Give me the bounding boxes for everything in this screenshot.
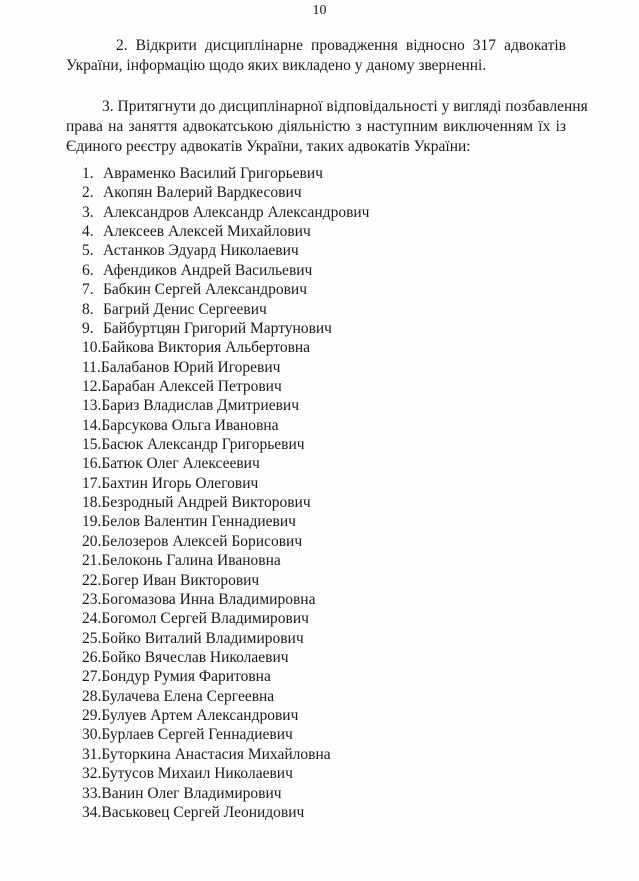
list-item-number: 10. — [82, 339, 102, 357]
list-item-number: 31. — [82, 745, 102, 763]
list-item-number: 2. — [82, 184, 94, 202]
list-item-number: 34. — [82, 803, 102, 821]
list-item-name: Алексеев Алексей Михайлович — [103, 223, 311, 241]
list-item — [82, 706, 369, 725]
list-item-number: 11. — [82, 358, 101, 376]
list-item-number: 12. — [82, 377, 102, 395]
paragraph-3-line: права на заняття адвокатською діяльністю з наступним виключенням їх із — [66, 118, 566, 135]
list-item — [82, 280, 369, 299]
list-item-name: Барабан Алексей Петрович — [101, 377, 282, 395]
list-item — [82, 551, 369, 570]
list-item-number: 8. — [82, 300, 94, 318]
list-item-number: 23. — [82, 590, 102, 608]
list-item — [82, 474, 369, 493]
list-item-number: 24. — [82, 610, 102, 628]
list-item — [82, 358, 369, 377]
list-item-number: 27. — [82, 668, 102, 686]
paragraph-2-line: 2. Відкрити дисциплінарне провадження відносно 317 адвокатів — [116, 37, 566, 54]
list-item-number: 4. — [82, 223, 94, 241]
list-item-number: 16. — [82, 455, 102, 473]
list-item-number: 13. — [82, 397, 102, 415]
list-item-number: 5. — [82, 242, 94, 260]
list-item-name: Богомазова Инна Владимировна — [101, 590, 316, 608]
list-item-name: Белозеров Алексей Борисович — [101, 532, 303, 550]
list-item-name: Александров Александр Александрович — [103, 203, 370, 221]
list-item-number: 15. — [82, 436, 102, 454]
list-item-number: 9. — [82, 319, 94, 337]
list-item-name: Богомол Сергей Владимирович — [101, 610, 309, 628]
list-item — [82, 241, 369, 260]
list-item — [82, 803, 369, 822]
list-item — [82, 629, 369, 648]
list-item — [82, 571, 369, 590]
list-item-number: 7. — [82, 281, 94, 299]
list-item-name: Бабкин Сергей Александрович — [103, 281, 308, 299]
list-item-name: Бондур Румия Фаритовна — [101, 668, 271, 686]
list-item — [82, 338, 369, 357]
list-item-number: 30. — [82, 726, 102, 744]
list-item-number: 6. — [82, 261, 94, 279]
list-item-name: Булуев Артем Александрович — [101, 707, 299, 725]
list-item — [82, 725, 369, 744]
list-item-number: 1. — [82, 165, 94, 182]
list-item — [82, 590, 369, 609]
list-item — [82, 183, 369, 202]
list-item-number: 22. — [82, 571, 102, 589]
list-item — [82, 261, 369, 280]
paragraph-3-line: Єдиного реєстру адвокатів України, таких адвокатів України: — [66, 138, 471, 155]
list-item — [82, 203, 369, 222]
list-item-name: Батюк Олег Алексеевич — [101, 455, 260, 473]
list-item-number: 17. — [82, 474, 102, 492]
list-item — [82, 222, 369, 241]
list-item — [82, 164, 369, 183]
list-item-number: 19. — [82, 513, 102, 531]
list-item-name: Бахтин Игорь Олегович — [101, 474, 259, 492]
paragraph-2 — [66, 36, 566, 76]
list-item — [82, 532, 369, 551]
list-item-name: Бутусов Михаил Николаевич — [101, 765, 293, 783]
paragraph-3-line: 3. Притягнути до дисциплінарної відповідальності у вигляді позбавлення — [102, 98, 588, 115]
paragraph-3 — [66, 97, 588, 157]
list-item-name: Акопян Валерий Вардкесович — [103, 184, 302, 202]
list-item — [82, 416, 369, 435]
list-item-name: Буторкина Анастасия Михайловна — [101, 745, 331, 763]
list-item — [82, 687, 369, 706]
list-item-name: Булачева Елена Сергеевна — [101, 687, 275, 705]
list-item — [82, 784, 369, 803]
list-item — [82, 745, 369, 764]
list-item-number: 25. — [82, 629, 102, 647]
page-number: 10 — [312, 3, 327, 18]
list-item — [82, 667, 369, 686]
list-item-name: Байкова Виктория Альбертовна — [101, 339, 311, 357]
list-item — [82, 435, 369, 454]
list-item-name: Бурлаев Сергей Геннадиевич — [101, 726, 293, 744]
paragraph-2-line: України, інформацію щодо яких викладено у даному зверненні. — [66, 57, 487, 74]
list-item-number: 33. — [82, 784, 102, 802]
list-item-number: 14. — [82, 416, 102, 434]
list-item — [82, 512, 369, 531]
list-item-name: Васьковец Сергей Леонидович — [101, 803, 305, 821]
list-item — [82, 609, 369, 628]
list-item-name: Ванин Олег Владимирович — [101, 784, 282, 802]
list-item-name: Басюк Александр Григорьевич — [101, 436, 305, 454]
list-item-name: Афендиков Андрей Васильевич — [103, 261, 313, 279]
list-item-name: Барсукова Ольга Ивановна — [101, 416, 279, 434]
list-item — [82, 648, 369, 667]
list-item-number: 28. — [82, 687, 102, 705]
list-item-number: 3. — [82, 203, 94, 221]
list-item-name: Авраменко Василий Григорьевич — [103, 165, 323, 182]
list-item-name: Бойко Вячеслав Николаевич — [101, 648, 289, 666]
list-item — [82, 319, 369, 338]
list-item-name: Астанков Эдуард Николаевич — [103, 242, 299, 260]
list-item-name: Бойко Виталий Владимирович — [101, 629, 304, 647]
list-item-name: Белов Валентин Геннадиевич — [101, 513, 296, 531]
list-item-number: 21. — [82, 552, 102, 570]
list-item-name: Белоконь Галина Ивановна — [101, 552, 281, 570]
list-item-name: Бариз Владислав Дмитриевич — [101, 397, 299, 415]
list-item-name: Байбуртцян Григорий Мартунович — [103, 319, 332, 337]
lawyer-list — [82, 164, 369, 822]
list-item — [82, 493, 369, 512]
list-item-name: Безродный Андрей Викторович — [101, 494, 311, 512]
list-item — [82, 377, 369, 396]
list-item — [82, 454, 369, 473]
list-item-name: Багрий Денис Сергеевич — [103, 300, 267, 318]
list-item-number: 26. — [82, 648, 102, 666]
list-item-number: 20. — [82, 532, 102, 550]
list-item — [82, 396, 369, 415]
list-item — [82, 300, 369, 319]
list-item-number: 29. — [82, 707, 102, 725]
list-item-number: 32. — [82, 765, 102, 783]
list-item-name: Балабанов Юрий Игоревич — [100, 358, 281, 376]
list-item-name: Богер Иван Викторович — [101, 571, 260, 589]
list-item-number: 18. — [82, 494, 102, 512]
list-item — [82, 764, 369, 783]
